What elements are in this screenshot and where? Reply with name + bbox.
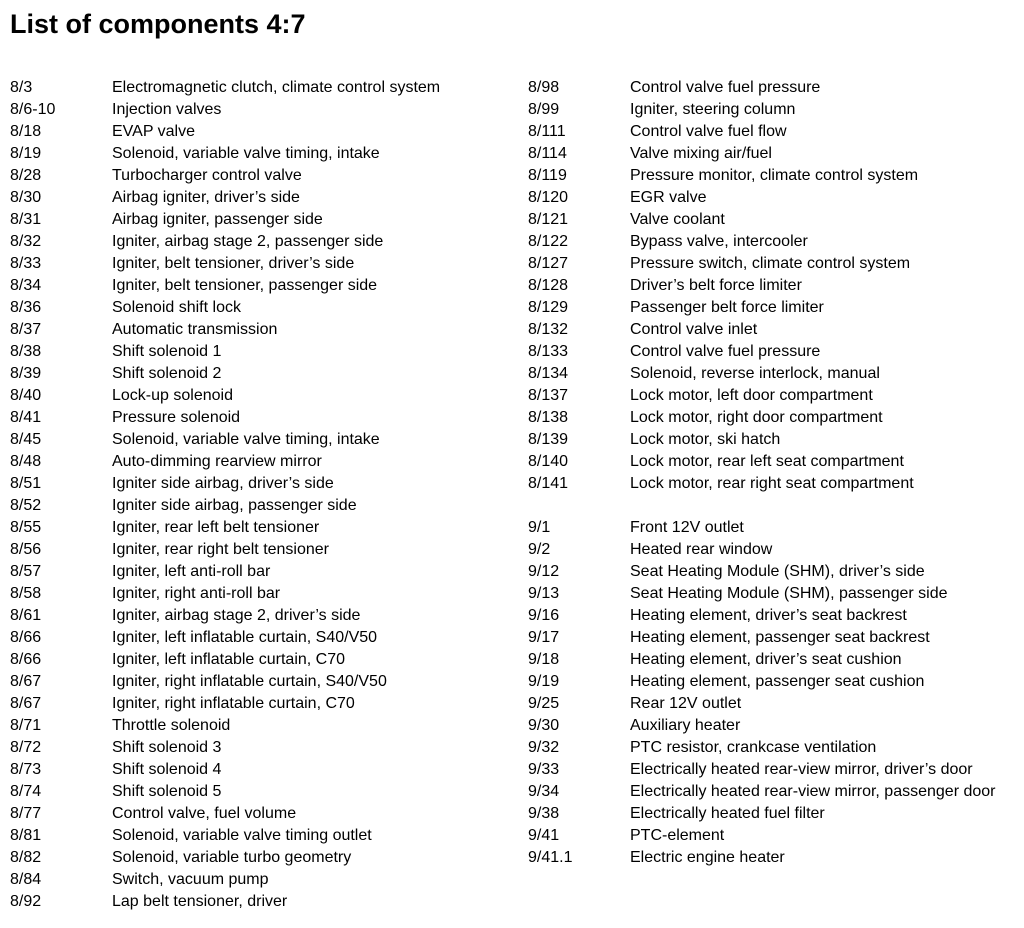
component-row (528, 781, 1018, 803)
component-row (10, 583, 510, 605)
component-code: 8/34 (10, 277, 42, 294)
component-code: 9/25 (528, 695, 560, 712)
component-description: Lock motor, rear left seat compartment (630, 453, 904, 470)
component-row (10, 869, 510, 891)
component-description: Igniter, rear left belt tensioner (112, 519, 320, 536)
component-row (10, 385, 510, 407)
component-description: Electromagnetic clutch, climate control system (112, 79, 441, 96)
component-code: 8/61 (10, 607, 42, 624)
component-description: Igniter, right inflatable curtain, C70 (112, 695, 355, 712)
component-code: 8/30 (10, 189, 42, 206)
component-row (528, 693, 1018, 715)
component-code: 8/141 (528, 475, 569, 492)
component-description: Shift solenoid 2 (112, 365, 222, 382)
component-row (10, 231, 510, 253)
component-row (528, 319, 1018, 341)
component-description: Front 12V outlet (630, 519, 744, 536)
component-row (528, 737, 1018, 759)
component-row (10, 341, 510, 363)
component-row (528, 803, 1018, 825)
component-code: 8/98 (528, 79, 560, 96)
component-row (528, 407, 1018, 429)
component-description: Heating element, driver’s seat backrest (630, 607, 907, 624)
component-code: 9/13 (528, 585, 560, 602)
component-code: 8/114 (528, 145, 567, 162)
component-row (10, 693, 510, 715)
component-description: Shift solenoid 3 (112, 739, 222, 756)
component-code: 8/140 (528, 453, 569, 470)
component-row (528, 209, 1018, 231)
component-description: Pressure solenoid (112, 409, 241, 426)
component-row (10, 517, 510, 539)
component-row (10, 495, 510, 517)
component-row (528, 99, 1018, 121)
component-code: 8/99 (528, 101, 560, 118)
component-description: Igniter, rear right belt tensioner (112, 541, 330, 558)
component-description: PTC resistor, crankcase ventilation (630, 739, 877, 756)
component-description: Control valve fuel pressure (630, 343, 821, 360)
component-row (528, 341, 1018, 363)
component-code: 8/82 (10, 849, 42, 866)
component-code: 8/66 (10, 651, 42, 668)
component-code: 8/55 (10, 519, 42, 536)
component-description: Control valve, fuel volume (112, 805, 297, 822)
component-code: 8/33 (10, 255, 42, 272)
component-code: 8/111 (528, 123, 566, 140)
component-row (528, 847, 1018, 869)
component-description: Airbag igniter, passenger side (112, 211, 323, 228)
component-code: 8/138 (528, 409, 569, 426)
component-description: Control valve inlet (630, 321, 758, 338)
component-code: 8/19 (10, 145, 42, 162)
component-description: Lock motor, rear right seat compartment (630, 475, 914, 492)
component-description: Igniter, left anti-roll bar (112, 563, 271, 580)
component-code: 9/2 (528, 541, 551, 558)
component-description: Airbag igniter, driver’s side (112, 189, 300, 206)
component-description: Valve mixing air/fuel (630, 145, 772, 162)
component-row (10, 825, 510, 847)
component-row (528, 517, 1018, 539)
component-row (528, 825, 1018, 847)
component-description: Solenoid shift lock (112, 299, 241, 316)
component-row (10, 561, 510, 583)
component-row (528, 451, 1018, 473)
component-code: 8/128 (528, 277, 569, 294)
component-row (10, 539, 510, 561)
component-row (10, 297, 510, 319)
component-code: 9/12 (528, 563, 560, 580)
component-description: Electric engine heater (630, 849, 785, 866)
component-description: Auxiliary heater (630, 717, 741, 734)
component-list-left (10, 77, 510, 913)
component-description: Rear 12V outlet (630, 695, 742, 712)
component-code: 8/121 (528, 211, 569, 228)
component-description: Igniter, belt tensioner, driver’s side (112, 255, 355, 272)
component-description: EVAP valve (112, 123, 196, 140)
component-code: 8/74 (10, 783, 42, 800)
component-code: 8/37 (10, 321, 42, 338)
component-row (10, 363, 510, 385)
component-row (10, 143, 510, 165)
component-row (528, 539, 1018, 561)
component-code: 8/18 (10, 123, 42, 140)
component-description: Lock-up solenoid (112, 387, 233, 404)
component-row (10, 847, 510, 869)
component-code: 8/67 (10, 673, 42, 690)
component-row (528, 121, 1018, 143)
component-code: 8/73 (10, 761, 42, 778)
component-description: Igniter, steering column (630, 101, 796, 118)
component-code: 8/41 (10, 409, 42, 426)
component-row (10, 165, 510, 187)
component-row (528, 605, 1018, 627)
component-code: 9/19 (528, 673, 560, 690)
component-code: 8/48 (10, 453, 42, 470)
component-description: Shift solenoid 4 (112, 761, 222, 778)
component-row (528, 715, 1018, 737)
component-row (10, 649, 510, 671)
component-description: Seat Heating Module (SHM), passenger side (630, 585, 948, 602)
component-list-right (528, 77, 1018, 869)
component-row (10, 77, 510, 99)
component-row (10, 671, 510, 693)
component-row (528, 561, 1018, 583)
component-row (528, 627, 1018, 649)
component-row (10, 451, 510, 473)
component-row (10, 275, 510, 297)
component-row (528, 143, 1018, 165)
component-code: 9/41.1 (528, 849, 573, 866)
component-row (10, 627, 510, 649)
component-row (10, 253, 510, 275)
component-row (10, 187, 510, 209)
component-row (528, 759, 1018, 781)
component-description: Lap belt tensioner, driver (112, 893, 288, 910)
component-row (528, 649, 1018, 671)
component-row (10, 429, 510, 451)
component-description: Auto-dimming rearview mirror (112, 453, 322, 470)
component-code: 9/1 (528, 519, 551, 536)
component-description: Solenoid, reverse interlock, manual (630, 365, 880, 382)
component-description: Igniter side airbag, driver’s side (112, 475, 334, 492)
component-row (10, 737, 510, 759)
component-row (528, 297, 1018, 319)
component-code: 8/71 (10, 717, 42, 734)
component-description: Solenoid, variable turbo geometry (112, 849, 352, 866)
component-code: 8/127 (528, 255, 569, 272)
component-code: 9/38 (528, 805, 560, 822)
component-description: Lock motor, right door compartment (630, 409, 883, 426)
component-row (10, 121, 510, 143)
component-row (10, 605, 510, 627)
component-code: 8/133 (528, 343, 569, 360)
component-code: 8/120 (528, 189, 569, 206)
component-row (10, 319, 510, 341)
component-description: Automatic transmission (112, 321, 278, 338)
component-description: Turbocharger control valve (112, 167, 302, 184)
component-description: Control valve fuel pressure (630, 79, 821, 96)
component-code: 8/129 (528, 299, 569, 316)
component-code: 9/32 (528, 739, 560, 756)
component-description: Igniter, right anti-roll bar (112, 585, 281, 602)
component-description: Lock motor, ski hatch (630, 431, 781, 448)
component-description: Bypass valve, intercooler (630, 233, 808, 250)
component-row (528, 253, 1018, 275)
component-code: 8/57 (10, 563, 42, 580)
component-description: Heating element, passenger seat backrest (630, 629, 930, 646)
component-row (528, 187, 1018, 209)
component-code: 8/58 (10, 585, 42, 602)
component-row (528, 671, 1018, 693)
component-code: 8/31 (10, 211, 42, 228)
component-description: Igniter, right inflatable curtain, S40/V50 (112, 673, 387, 690)
component-row (10, 99, 510, 121)
component-row (528, 231, 1018, 253)
component-row (528, 385, 1018, 407)
component-description: Electrically heated rear-view mirror, driver’s door (630, 761, 973, 778)
component-code: 9/33 (528, 761, 560, 778)
component-code: 8/72 (10, 739, 42, 756)
component-code: 8/56 (10, 541, 42, 558)
component-code: 8/84 (10, 871, 42, 888)
component-code: 9/30 (528, 717, 560, 734)
component-description: Driver’s belt force limiter (630, 277, 802, 294)
component-row (528, 77, 1018, 99)
component-code: 8/39 (10, 365, 42, 382)
component-row (528, 473, 1018, 495)
component-code: 9/41 (528, 827, 560, 844)
component-description: Solenoid, variable valve timing outlet (112, 827, 372, 844)
component-description: Pressure switch, climate control system (630, 255, 911, 272)
component-description: Electrically heated rear-view mirror, passenger door (630, 783, 996, 800)
component-row (10, 715, 510, 737)
component-code: 8/36 (10, 299, 42, 316)
component-code: 8/137 (528, 387, 569, 404)
component-row (10, 407, 510, 429)
component-code: 8/77 (10, 805, 42, 822)
component-description: Igniter, left inflatable curtain, S40/V50 (112, 629, 378, 646)
component-description: Pressure monitor, climate control system (630, 167, 919, 184)
component-description: Injection valves (112, 101, 222, 118)
component-description: Igniter side airbag, passenger side (112, 497, 357, 514)
component-code: 8/40 (10, 387, 42, 404)
component-code: 9/34 (528, 783, 560, 800)
section-gap (528, 495, 1018, 517)
component-code: 8/38 (10, 343, 42, 360)
page-title: List of components 4:7 (10, 9, 306, 39)
component-row (10, 473, 510, 495)
component-description: Electrically heated fuel filter (630, 805, 825, 822)
component-code: 8/52 (10, 497, 42, 514)
component-code: 9/18 (528, 651, 560, 668)
component-description: Passenger belt force limiter (630, 299, 824, 316)
component-code: 8/32 (10, 233, 42, 250)
component-description: Shift solenoid 1 (112, 343, 222, 360)
component-row (528, 363, 1018, 385)
component-description: Heated rear window (630, 541, 773, 558)
component-code: 8/81 (10, 827, 42, 844)
component-description: Solenoid, variable valve timing, intake (112, 431, 380, 448)
component-code: 9/16 (528, 607, 560, 624)
component-description: Throttle solenoid (112, 717, 231, 734)
component-row (10, 803, 510, 825)
component-description: Igniter, airbag stage 2, passenger side (112, 233, 384, 250)
component-row (528, 165, 1018, 187)
component-code: 8/6-10 (10, 101, 56, 118)
component-description: Heating element, driver’s seat cushion (630, 651, 902, 668)
component-description: Shift solenoid 5 (112, 783, 222, 800)
component-description: PTC-element (630, 827, 725, 844)
component-code: 8/67 (10, 695, 42, 712)
component-description: Switch, vacuum pump (112, 871, 269, 888)
component-code: 8/92 (10, 893, 42, 910)
component-code: 8/139 (528, 431, 569, 448)
component-row (10, 209, 510, 231)
component-description: Heating element, passenger seat cushion (630, 673, 925, 690)
component-description: Control valve fuel flow (630, 123, 787, 140)
component-description: Igniter, belt tensioner, passenger side (112, 277, 378, 294)
component-description: Lock motor, left door compartment (630, 387, 873, 404)
component-row (10, 759, 510, 781)
component-code: 8/28 (10, 167, 42, 184)
component-description: Igniter, airbag stage 2, driver’s side (112, 607, 361, 624)
component-description: EGR valve (630, 189, 707, 206)
component-description: Seat Heating Module (SHM), driver’s side (630, 563, 925, 580)
component-row (528, 429, 1018, 451)
component-code: 8/66 (10, 629, 42, 646)
component-code: 8/132 (528, 321, 569, 338)
component-code: 8/134 (528, 365, 569, 382)
component-code: 9/17 (528, 629, 560, 646)
component-row (10, 891, 510, 913)
component-row (528, 583, 1018, 605)
component-code: 8/119 (528, 167, 567, 184)
component-row (528, 275, 1018, 297)
component-description: Igniter, left inflatable curtain, C70 (112, 651, 346, 668)
component-row (10, 781, 510, 803)
component-code: 8/51 (10, 475, 42, 492)
component-code: 8/122 (528, 233, 569, 250)
component-description: Valve coolant (630, 211, 725, 228)
component-description: Solenoid, variable valve timing, intake (112, 145, 380, 162)
component-code: 8/45 (10, 431, 42, 448)
component-code: 8/3 (10, 79, 33, 96)
